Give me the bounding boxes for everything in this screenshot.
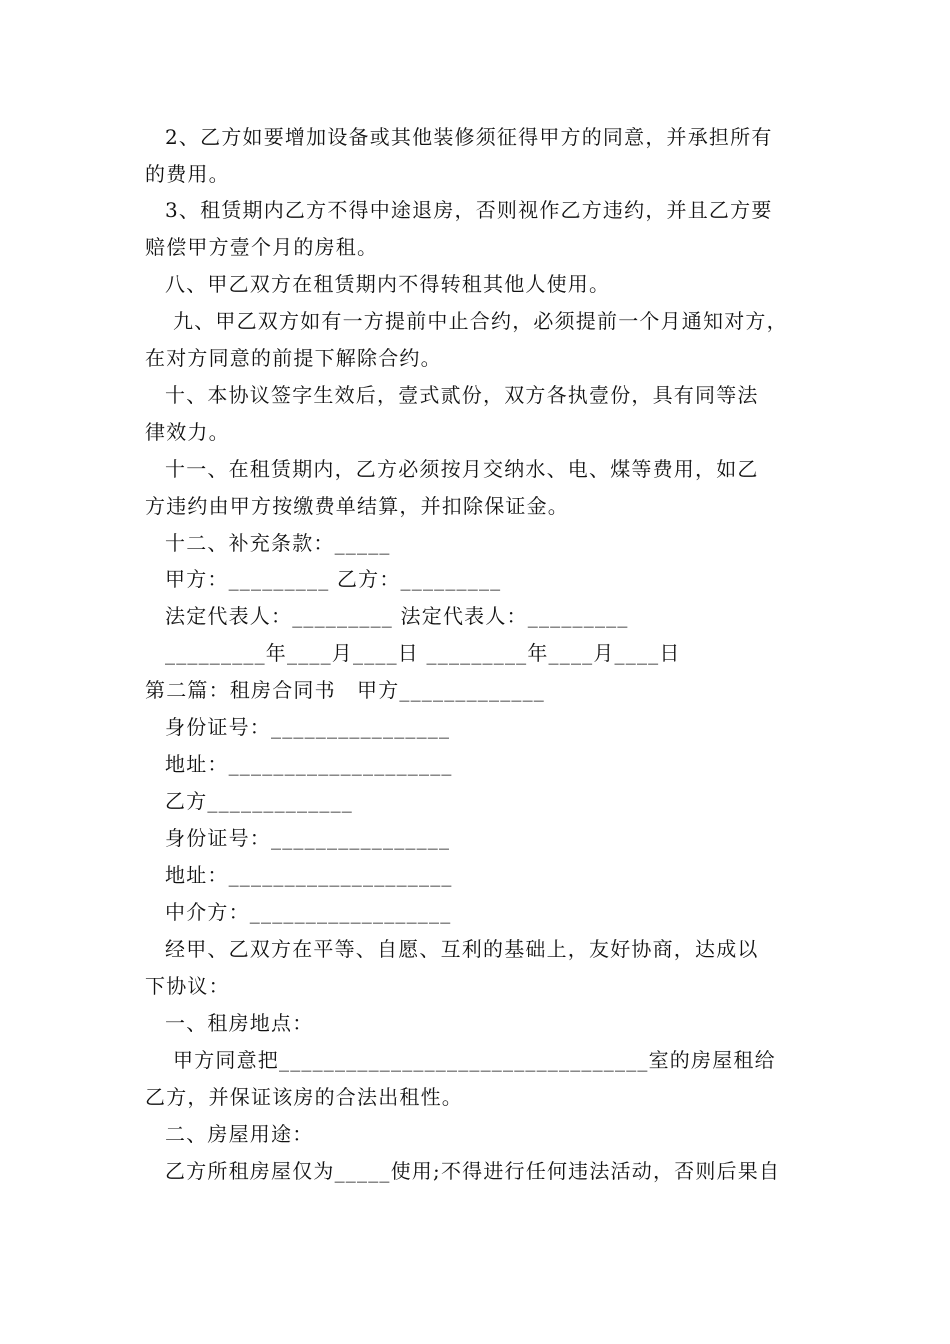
paragraph-line: 赔偿甲方壹个月的房租。 xyxy=(145,235,379,259)
form-line: 乙方_____________ xyxy=(165,789,353,813)
paragraph-line: 九、甲乙双方如有一方提前中止合约，必须提前一个月通知对方， xyxy=(173,309,788,333)
form-line: 地址：____________________ xyxy=(165,863,453,887)
paragraph-line: 在对方同意的前提下解除合约。 xyxy=(145,346,442,370)
paragraph-line: 下协议： xyxy=(145,974,230,998)
form-line: 身份证号：________________ xyxy=(165,826,451,850)
form-line: 身份证号：________________ xyxy=(165,715,451,739)
paragraph-line: 2、乙方如要增加设备或其他装修须征得甲方的同意，并承担所有 xyxy=(165,125,773,149)
paragraph-line: 甲方同意把_________________________________室的房屋租给 xyxy=(173,1048,776,1072)
signature-line: 法定代表人：_________ 法定代表人：_________ xyxy=(165,604,629,628)
section-heading: 第二篇：租房合同书 甲方_____________ xyxy=(145,678,545,702)
paragraph-line: 乙方，并保证该房的合法出租性。 xyxy=(145,1085,463,1109)
paragraph-line: 十、本协议签字生效后，壹式贰份，双方各执壹份，具有同等法 xyxy=(165,383,759,407)
paragraph-line: 经甲、乙双方在平等、自愿、互利的基础上，友好协商，达成以 xyxy=(165,937,759,961)
paragraph-line: 的费用。 xyxy=(145,162,230,186)
paragraph-line: 八、甲乙双方在租赁期内不得转租其他人使用。 xyxy=(165,272,611,296)
paragraph-line: 方违约由甲方按缴费单结算，并扣除保证金。 xyxy=(145,494,569,518)
paragraph-line: 乙方所租房屋仅为_____使用;不得进行任何违法活动，否则后果自 xyxy=(165,1159,781,1183)
paragraph-line: 二、房屋用途： xyxy=(165,1122,314,1146)
form-line: 地址：____________________ xyxy=(165,752,453,776)
paragraph-line: 十一、在租赁期内，乙方必须按月交纳水、电、煤等费用，如乙 xyxy=(165,457,759,481)
date-line: _________年____月____日 _________年____月____日 xyxy=(165,641,681,665)
paragraph-line: 律效力。 xyxy=(145,420,230,444)
paragraph-line: 一、租房地点： xyxy=(165,1011,314,1035)
paragraph-line: 十二、补充条款：_____ xyxy=(165,531,391,555)
signature-line: 甲方：_________ 乙方：_________ xyxy=(165,567,502,591)
paragraph-line: 3、租赁期内乙方不得中途退房，否则视作乙方违约，并且乙方要 xyxy=(165,198,773,222)
form-line: 中介方：__________________ xyxy=(165,900,452,924)
